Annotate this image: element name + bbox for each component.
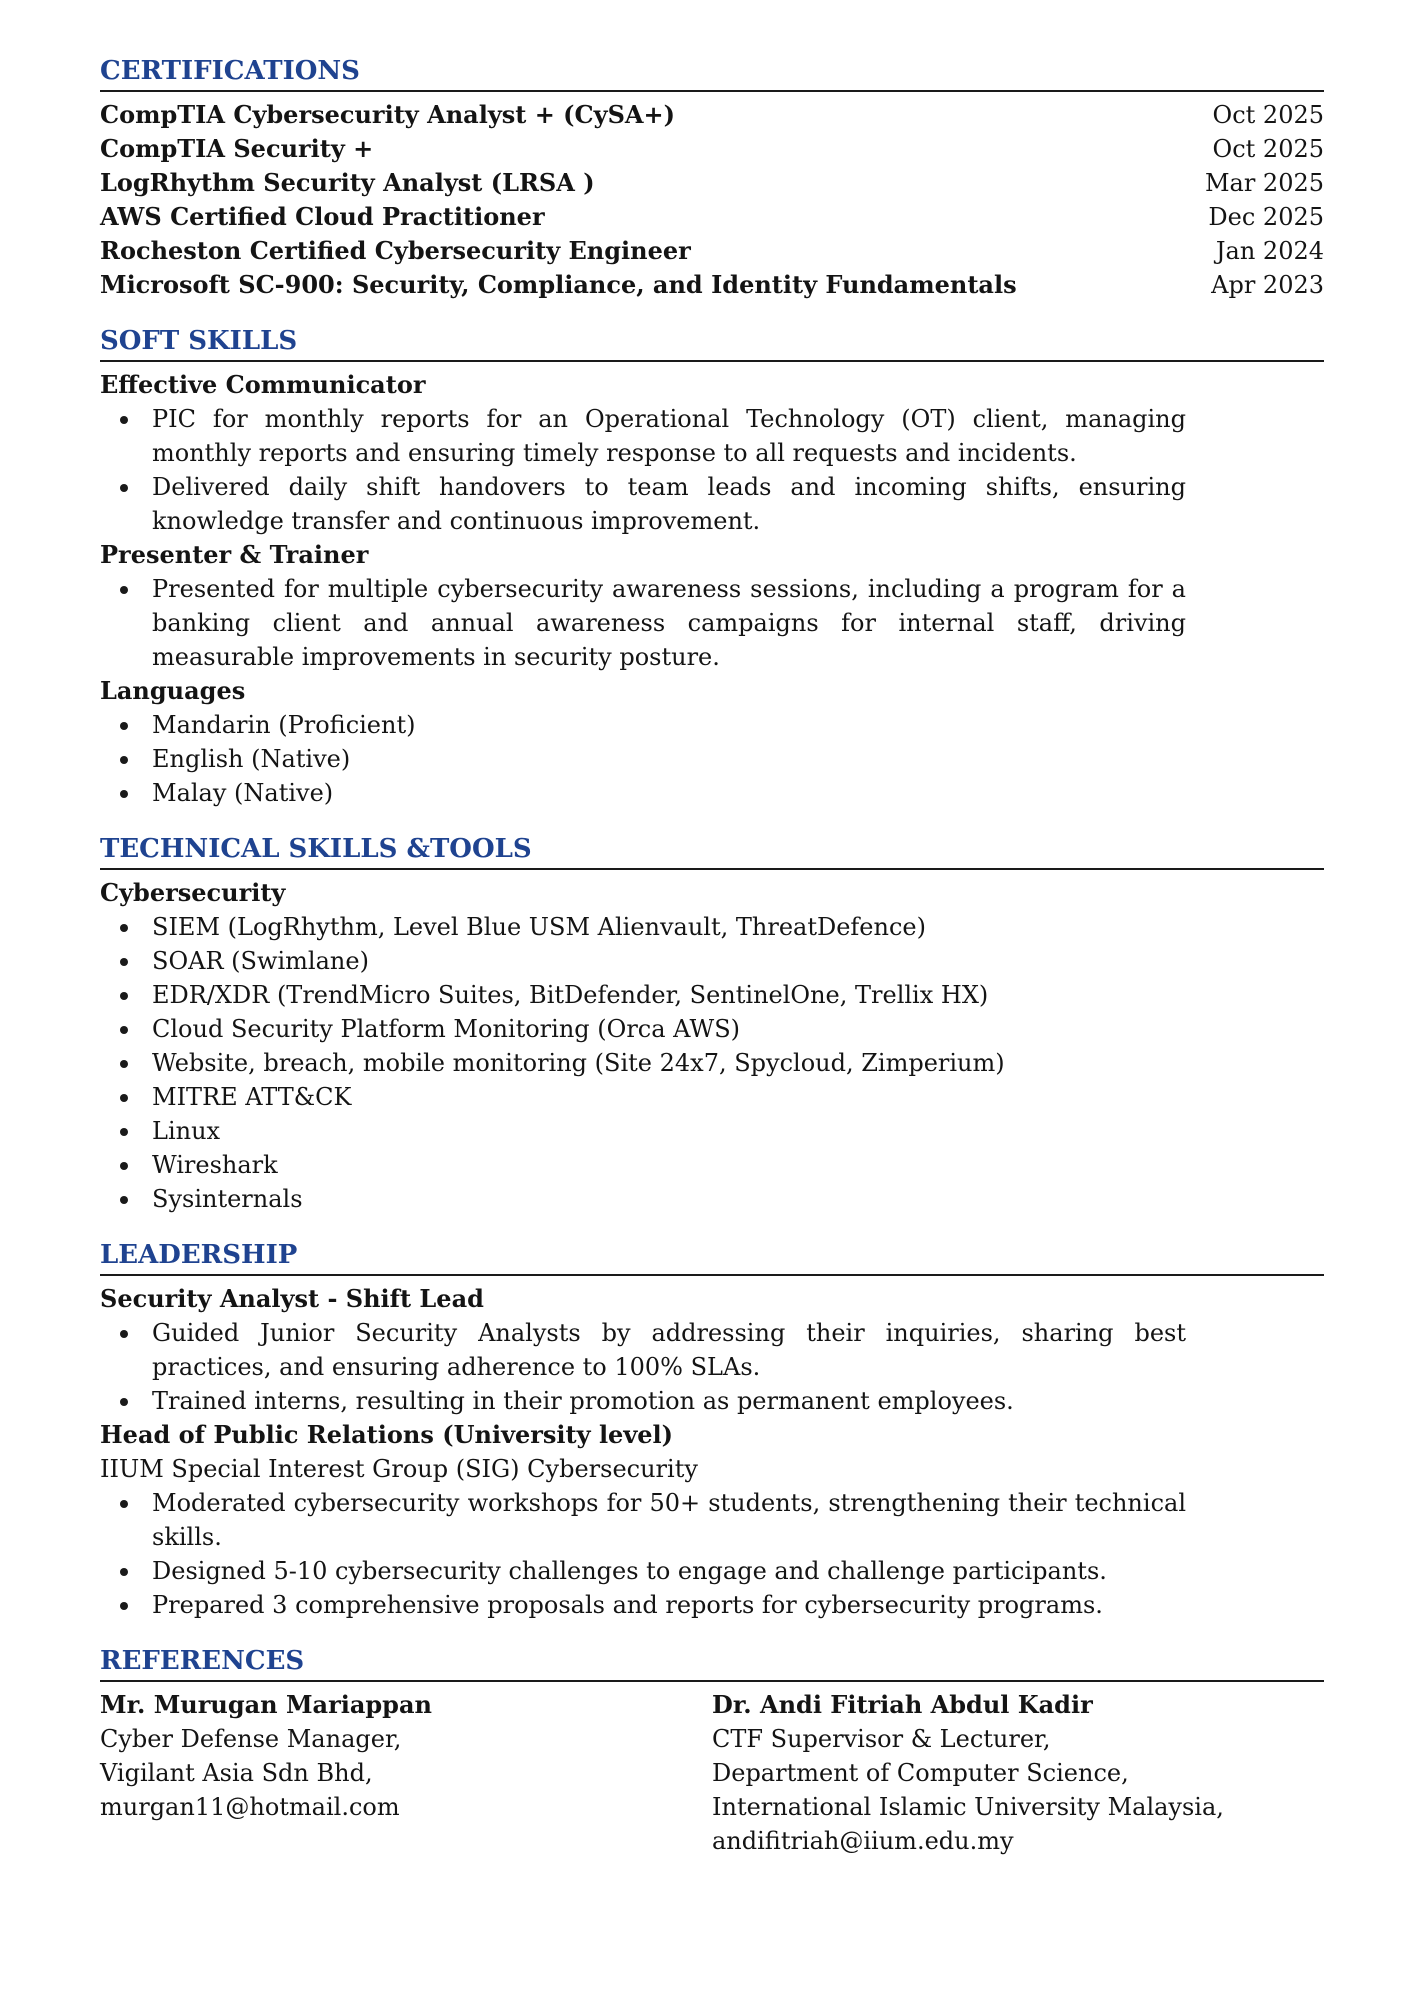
cert-name: Microsoft SC-900: Security, Compliance, and Identity Fundamentals xyxy=(100,270,1017,299)
cert-name: AWS Certified Cloud Practitioner xyxy=(100,202,545,231)
reference-institution: International Islamic University Malaysia, xyxy=(712,1793,1224,1821)
bullet-item: English (Native) xyxy=(100,742,1186,776)
reference-right xyxy=(712,1688,1324,1858)
bullet-list xyxy=(100,572,1324,674)
bullet-item: Guided Junior Security Analysts by addressing their inquiries, sharing best practices, and ensuring adherence to 100% SLAs. xyxy=(100,1316,1186,1384)
bullet-item: Website, breach, mobile monitoring (Site 24x7, Spycloud, Zimperium) xyxy=(100,1046,1186,1080)
subsection-heading: Security Analyst - Shift Lead xyxy=(100,1284,484,1313)
cert-date: Oct 2025 xyxy=(1212,135,1324,163)
cert-name: Rocheston Certified Cybersecurity Engineer xyxy=(100,236,691,265)
reference-company: Vigilant Asia Sdn Bhd, xyxy=(100,1759,373,1787)
cert-date: Apr 2023 xyxy=(1211,271,1324,299)
cert-name: CompTIA Cybersecurity Analyst + (CySA+) xyxy=(100,100,676,129)
bullet-list xyxy=(100,708,1324,810)
cert-row xyxy=(100,98,1324,132)
bullet-item: Designed 5-10 cybersecurity challenges to engage and challenge participants. xyxy=(100,1554,1186,1588)
bullet-list xyxy=(100,402,1324,538)
section-title: TECHNICAL SKILLS &TOOLS xyxy=(100,832,1324,870)
bullet-list xyxy=(100,910,1324,1216)
bullet-item: SOAR (Swimlane) xyxy=(100,944,1186,978)
cert-row xyxy=(100,234,1324,268)
subsection-heading: Cybersecurity xyxy=(100,878,286,907)
resume-content xyxy=(100,54,1324,1880)
bullet-item: MITRE ATT&CK xyxy=(100,1080,1186,1114)
bullet-item: Delivered daily shift handovers to team leads and incoming shifts, ensuring knowledge transfer and continuous improvement. xyxy=(100,470,1186,538)
leadership-section xyxy=(100,1238,1324,1622)
section-title: LEADERSHIP xyxy=(100,1238,1324,1276)
bullet-item: Prepared 3 comprehensive proposals and reports for cybersecurity programs. xyxy=(100,1588,1186,1622)
reference-left xyxy=(100,1688,712,1858)
bullet-item: Cloud Security Platform Monitoring (Orca AWS) xyxy=(100,1012,1186,1046)
reference-name: Dr. Andi Fitriah Abdul Kadir xyxy=(712,1690,1093,1719)
bullet-item: SIEM (LogRhythm, Level Blue USM Alienvault, ThreatDefence) xyxy=(100,910,1186,944)
section-title: SOFT SKILLS xyxy=(100,324,1324,362)
bullet-item: Presented for multiple cybersecurity awareness sessions, including a program for a banking client and annual awareness campaigns for internal staff, driving measurable improvements in security posture. xyxy=(100,572,1186,674)
cert-row xyxy=(100,132,1324,166)
bullet-item: PIC for monthly reports for an Operational Technology (OT) client, managing monthly reports and ensuring timely response to all requests and incidents. xyxy=(100,402,1186,470)
bullet-item: Moderated cybersecurity workshops for 50+ students, strengthening their technical skills. xyxy=(100,1486,1186,1554)
section-title: REFERENCES xyxy=(100,1644,1324,1682)
cert-name: LogRhythm Security Analyst (LRSA ) xyxy=(100,168,595,197)
reference-email[interactable]: murgan11@hotmail.com xyxy=(100,1793,400,1821)
reference-department: Department of Computer Science, xyxy=(712,1759,1129,1787)
bullet-item: Sysinternals xyxy=(100,1182,1186,1216)
cert-date: Dec 2025 xyxy=(1208,203,1324,231)
soft-skills-section xyxy=(100,324,1324,810)
subsection-heading: Presenter & Trainer xyxy=(100,540,369,569)
subsection-heading: Head of Public Relations (University level) xyxy=(100,1420,674,1449)
cert-row xyxy=(100,200,1324,234)
cert-row xyxy=(100,166,1324,200)
technical-skills-section xyxy=(100,832,1324,1216)
bullet-item: Mandarin (Proficient) xyxy=(100,708,1186,742)
cert-row xyxy=(100,268,1324,302)
bullet-list xyxy=(100,1486,1324,1622)
reference-email[interactable]: andifitriah@iium.edu.my xyxy=(712,1827,1014,1855)
cert-date: Jan 2024 xyxy=(1215,237,1324,265)
cert-date: Mar 2025 xyxy=(1204,169,1324,197)
bullet-list xyxy=(100,1316,1324,1418)
bullet-item: Linux xyxy=(100,1114,1186,1148)
references-section xyxy=(100,1644,1324,1858)
bullet-item: EDR/XDR (TrendMicro Suites, BitDefender, SentinelOne, Trellix HX) xyxy=(100,978,1186,1012)
reference-title: CTF Supervisor & Lecturer, xyxy=(712,1725,1051,1753)
cert-name: CompTIA Security + xyxy=(100,134,374,163)
bullet-item: Wireshark xyxy=(100,1148,1186,1182)
section-title: CERTIFICATIONS xyxy=(100,54,1324,92)
certifications-section xyxy=(100,54,1324,302)
subsection-heading: Effective Communicator xyxy=(100,370,426,399)
reference-name: Mr. Murugan Mariappan xyxy=(100,1690,432,1719)
bullet-item: Malay (Native) xyxy=(100,776,1186,810)
organization-name: IIUM Special Interest Group (SIG) Cybersecurity xyxy=(100,1455,698,1483)
bullet-item: Trained interns, resulting in their promotion as permanent employees. xyxy=(100,1384,1186,1418)
reference-title: Cyber Defense Manager, xyxy=(100,1725,402,1753)
subsection-heading: Languages xyxy=(100,676,246,705)
references-grid xyxy=(100,1688,1324,1858)
cert-date: Oct 2025 xyxy=(1212,101,1324,129)
